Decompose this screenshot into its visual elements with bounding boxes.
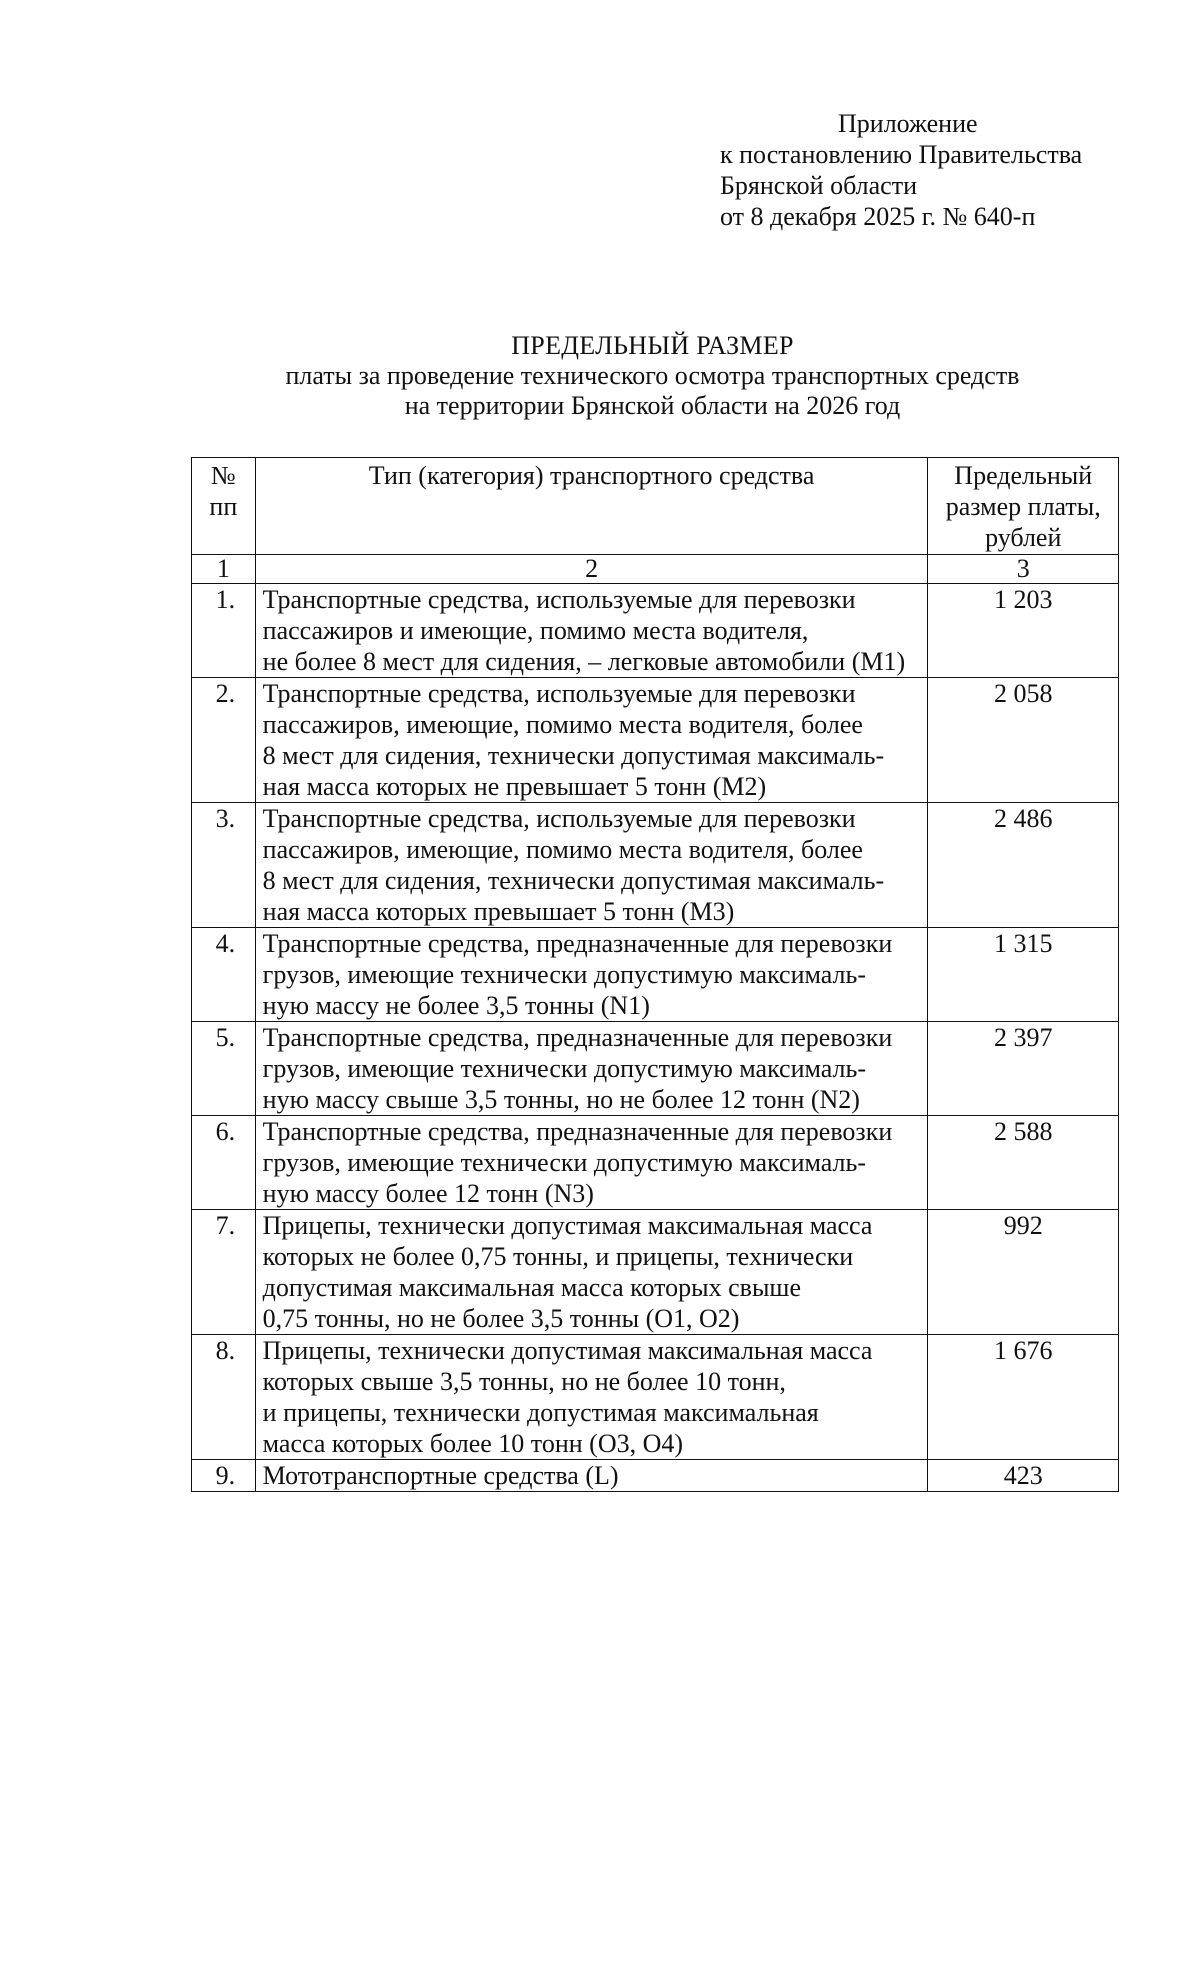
row-number: 9. — [192, 1460, 256, 1492]
vehicle-type-line: которых свыше 3,5 тонны, но не более 10 тонн, — [262, 1367, 786, 1396]
index-cell: 2 — [255, 555, 928, 584]
vehicle-type-line: Прицепы, технически допустимая максимальная масса — [262, 1336, 873, 1365]
vehicle-type-line: Транспортные средства, используемые для перевозки — [262, 804, 856, 833]
fee-table — [191, 457, 1119, 1492]
vehicle-type-line: грузов, имеющие технически допустимую максималь- — [262, 1148, 867, 1177]
vehicle-type-line: Мототранспортные средства (L) — [262, 1461, 619, 1490]
vehicle-type-line: Транспортные средства, используемые для перевозки — [262, 679, 856, 708]
vehicle-type-line: ная масса которых не превышает 5 тонн (M2) — [262, 772, 767, 801]
row-number: 5. — [192, 1022, 256, 1116]
vehicle-type-cell — [255, 1460, 928, 1492]
vehicle-type-cell — [255, 1022, 928, 1116]
fee-value: 1 315 — [928, 928, 1119, 1022]
table-row — [192, 678, 1119, 803]
vehicle-type-line: допустимая максимальная масса которых свыше — [262, 1273, 801, 1302]
vehicle-type-cell — [255, 584, 928, 678]
vehicle-type-cell — [255, 1210, 928, 1335]
appendix-line: Приложение — [838, 109, 978, 138]
vehicle-type-line: ную массу не более 3,5 тонны (N1) — [262, 991, 650, 1020]
table-row — [192, 1460, 1119, 1492]
vehicle-type-cell — [255, 1335, 928, 1460]
index-cell: 1 — [192, 555, 256, 584]
appendix-block — [720, 108, 1082, 232]
header-fee — [928, 458, 1119, 555]
title-main: ПРЕДЕЛЬНЫЙ РАЗМЕР — [511, 331, 794, 360]
vehicle-type-line: не более 8 мест для сидения, – легковые автомобили (M1) — [262, 647, 906, 676]
vehicle-type-line: Транспортные средства, предназначенные для перевозки — [262, 1023, 893, 1052]
vehicle-type-line: Прицепы, технически допустимая максимальная масса — [262, 1211, 873, 1240]
vehicle-type-line: пассажиров, имеющие, помимо места водителя, более — [262, 710, 863, 739]
vehicle-type-line: ную массу свыше 3,5 тонны, но не более 12 тонн (N2) — [262, 1085, 860, 1114]
vehicle-type-line: и прицепы, технически допустимая максимальная — [262, 1398, 819, 1427]
vehicle-type-cell — [255, 803, 928, 928]
row-number: 2. — [192, 678, 256, 803]
table-row — [192, 803, 1119, 928]
vehicle-type-line: Транспортные средства, используемые для перевозки — [262, 585, 856, 614]
vehicle-type-line: грузов, имеющие технически допустимую максималь- — [262, 1054, 867, 1083]
table-body — [192, 584, 1119, 1492]
title-subtitle-2: на территории Брянской области на 2026 год — [404, 391, 901, 420]
table-index-row — [192, 555, 1119, 584]
vehicle-type-cell — [255, 928, 928, 1022]
row-number: 7. — [192, 1210, 256, 1335]
vehicle-type-cell — [255, 1116, 928, 1210]
row-number: 3. — [192, 803, 256, 928]
fee-value: 1 676 — [928, 1335, 1119, 1460]
row-number: 8. — [192, 1335, 256, 1460]
vehicle-type-line: 8 мест для сидения, технически допустимая максималь- — [262, 866, 885, 895]
vehicle-type-line: ную массу более 12 тонн (N3) — [262, 1179, 594, 1208]
fee-value: 1 203 — [928, 584, 1119, 678]
table-header-row — [192, 458, 1119, 555]
table-row — [192, 584, 1119, 678]
document-title — [0, 331, 1200, 421]
vehicle-type-cell — [255, 678, 928, 803]
vehicle-type-line: грузов, имеющие технически допустимую максималь- — [262, 960, 867, 989]
fee-value: 2 397 — [928, 1022, 1119, 1116]
vehicle-type-line: которых не более 0,75 тонны, и прицепы, технически — [262, 1242, 854, 1271]
vehicle-type-line: Транспортные средства, предназначенные для перевозки — [262, 1117, 893, 1146]
vehicle-type-line: 0,75 тонны, но не более 3,5 тонны (O1, O2) — [262, 1304, 740, 1333]
vehicle-type-line: 8 мест для сидения, технически допустимая максималь- — [262, 741, 885, 770]
vehicle-type-line: ная масса которых превышает 5 тонн (M3) — [262, 897, 735, 926]
fee-value: 2 588 — [928, 1116, 1119, 1210]
table-row — [192, 1116, 1119, 1210]
vehicle-type-line: пассажиров, имеющие, помимо места водителя, более — [262, 835, 863, 864]
table-row — [192, 1210, 1119, 1335]
row-number: 6. — [192, 1116, 256, 1210]
header-number-line: № — [210, 461, 236, 490]
table-row — [192, 928, 1119, 1022]
appendix-line: к постановлению Правительства — [720, 140, 1083, 169]
row-number: 4. — [192, 928, 256, 1022]
header-fee-line: рублей — [985, 523, 1062, 552]
vehicle-type-line: пассажиров и имеющие, помимо места водителя, — [262, 616, 809, 645]
appendix-line: Брянской области — [720, 171, 917, 200]
table-row — [192, 1335, 1119, 1460]
vehicle-type-line: масса которых более 10 тонн (O3, O4) — [262, 1429, 684, 1458]
appendix-line: от 8 декабря 2025 г. № 640-п — [720, 202, 1036, 231]
header-fee-line: размер платы, — [945, 492, 1101, 521]
fee-value: 2 486 — [928, 803, 1119, 928]
table-row — [192, 1022, 1119, 1116]
fee-value: 992 — [928, 1210, 1119, 1335]
header-number — [192, 458, 256, 555]
vehicle-type-line: Транспортные средства, предназначенные для перевозки — [262, 929, 893, 958]
header-vehicle-type: Тип (категория) транспортного средства — [255, 458, 928, 555]
fee-value: 2 058 — [928, 678, 1119, 803]
fee-value: 423 — [928, 1460, 1119, 1492]
header-number-line: пп — [209, 492, 238, 521]
row-number: 1. — [192, 584, 256, 678]
header-fee-line: Предельный — [954, 461, 1093, 490]
title-subtitle-1: платы за проведение технического осмотра транспортных средств — [285, 361, 1020, 390]
index-cell: 3 — [928, 555, 1119, 584]
